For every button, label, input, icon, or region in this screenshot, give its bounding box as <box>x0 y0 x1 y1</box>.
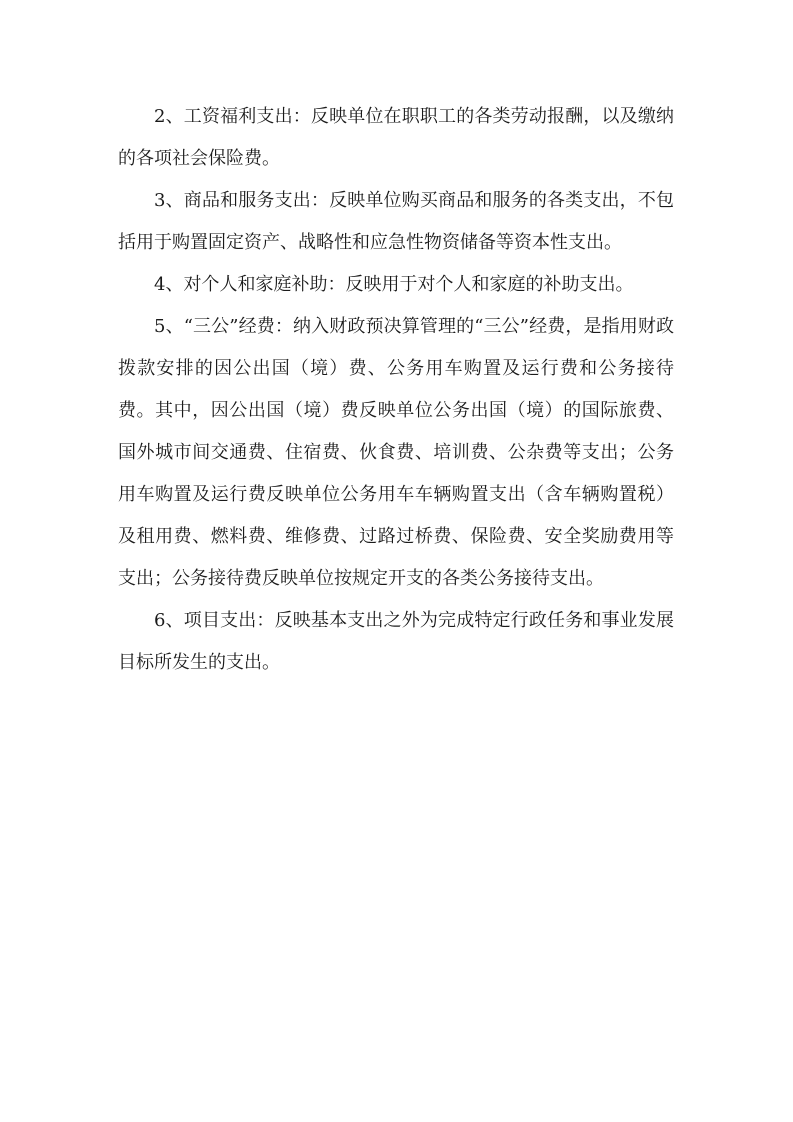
paragraph-three-public-expenses: 5、“三公”经费：纳入财政预决算管理的“三公”经费，是指用财政拨款安排的因公出国（境）费、公务用车购置及运行费和公务接待费。其中，因公出国（境）费反映单位公务出国（境）的国际旅费、国外城市间交通费、住宿费、伙食费、培训费、公杂费等支出；公务用车购置及运行费反映单位公务用车车辆购置支出（含车辆购置税）及租用费、燃料费、维修费、过路过桥费、保险费、安全奖励费用等支出；公务接待费反映单位按规定开支的各类公务接待支出。 <box>118 316 674 589</box>
document-body <box>118 96 674 684</box>
paragraph-project-expenditure: 6、项目支出：反映基本支出之外为完成特定行政任务和事业发展目标所发生的支出。 <box>118 610 674 673</box>
paragraph-salary-welfare: 2、工资福利支出：反映单位在职职工的各类劳动报酬，以及缴纳的各项社会保险费。 <box>118 106 674 169</box>
paragraph-goods-services: 3、商品和服务支出：反映单位购买商品和服务的各类支出，不包括用于购置固定资产、战略性和应急性物资储备等资本性支出。 <box>118 190 674 253</box>
paragraph-individual-subsidy: 4、对个人和家庭补助：反映用于对个人和家庭的补助支出。 <box>154 274 634 295</box>
